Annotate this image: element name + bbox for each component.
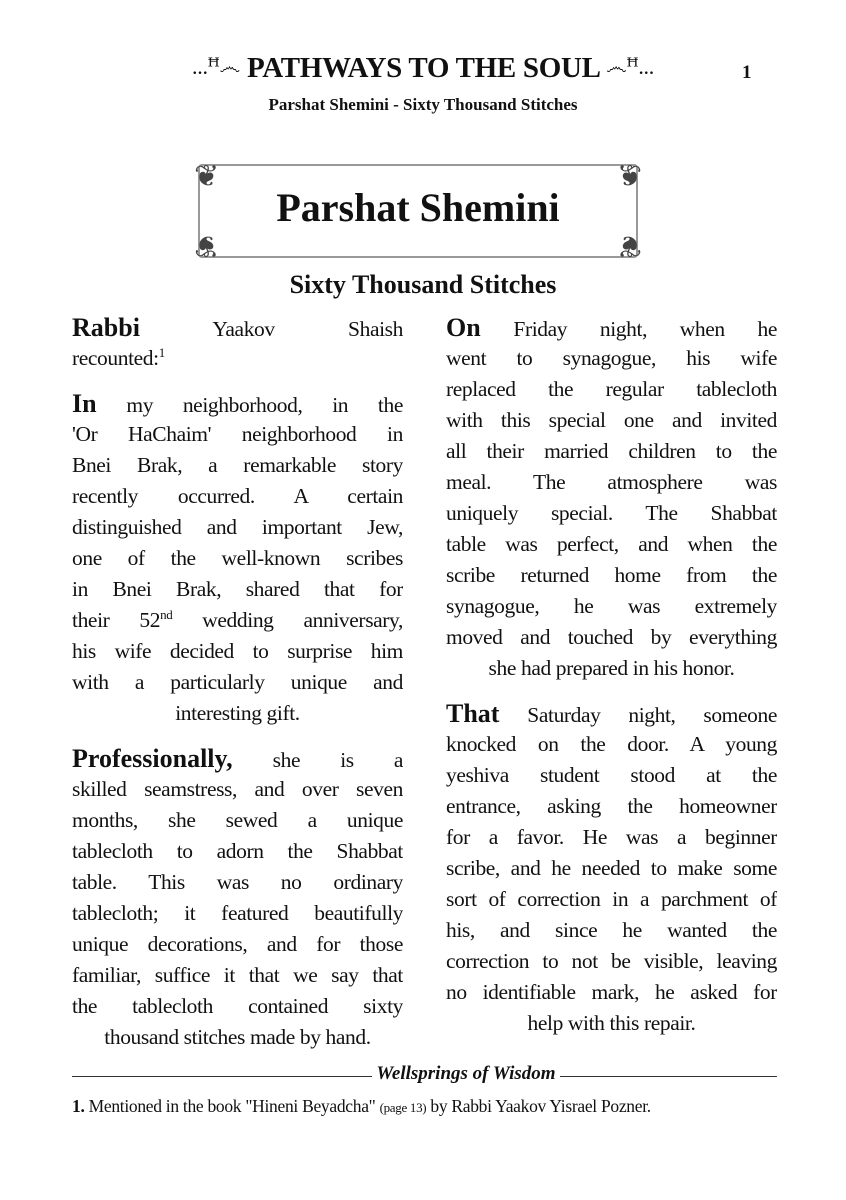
- text-line: with a particularly unique and: [72, 670, 403, 694]
- page-number: 1: [742, 62, 752, 83]
- footnote-number: 1.: [72, 1096, 85, 1116]
- text-line: synagogue, he was extremely: [446, 594, 777, 618]
- text-line: no identifiable mark, he asked for: [446, 980, 777, 1004]
- text-line: with this special one and invited: [446, 408, 777, 432]
- footnote: [72, 1096, 651, 1117]
- text-line: replaced the regular tablecloth: [446, 377, 777, 401]
- text-line: for a favor. He was a beginner: [446, 825, 777, 849]
- text-line: she had prepared in his honor.: [488, 656, 735, 680]
- text-line: interesting gift.: [175, 701, 300, 725]
- text-line: in Bnei Brak, shared that for: [72, 577, 403, 601]
- ornament-right-icon: ෴ꟸ...: [606, 54, 654, 79]
- text-line: recently occurred. A certain: [72, 484, 403, 508]
- page-subtitle: Parshat Shemini - Sixty Thousand Stitches: [268, 95, 578, 114]
- text-line: his, and since he wanted the: [446, 918, 777, 942]
- footnote-text-end: by Rabbi Yaakov Yisrael Pozner.: [426, 1096, 651, 1116]
- text-line: knocked on the door. A young: [446, 732, 777, 756]
- text-line: tablecloth to adorn the Shabbat: [72, 839, 403, 863]
- footer-divider-line: [72, 1076, 372, 1077]
- flourish-icon: ❦: [616, 229, 642, 262]
- footnote-text: Mentioned in the book "Hineni Beyadcha": [84, 1096, 380, 1116]
- lead-word: On: [446, 313, 481, 342]
- text-line: meal. The atmosphere was: [446, 470, 777, 494]
- ornament-left-icon: ...ꟸ෴: [192, 54, 240, 79]
- text-line: his wife decided to surprise him: [72, 639, 403, 663]
- text-line: That Saturday night, someone: [446, 699, 777, 728]
- text-column-right: [446, 312, 777, 1053]
- text-line: distinguished and important Jew,: [72, 515, 403, 539]
- text-line: Rabbi Yaakov Shaish: [72, 313, 403, 342]
- text-line: all their married children to the: [446, 439, 777, 463]
- text-line: uniquely special. The Shabbat: [446, 501, 777, 525]
- text-line: went to synagogue, his wife: [446, 346, 777, 370]
- text-line: tablecloth; it featured beautifully: [72, 901, 403, 925]
- chapter-title: Parshat Shemini: [276, 185, 560, 230]
- running-header: [0, 52, 846, 85]
- text-line: help with this repair.: [527, 1011, 696, 1035]
- lead-word: Professionally,: [72, 744, 233, 773]
- text-line: entrance, asking the homeowner: [446, 794, 777, 818]
- text-line: 'Or HaChaim' neighborhood in: [72, 422, 403, 446]
- text-line: skilled seamstress, and over seven: [72, 777, 403, 801]
- text-line: Professionally, she is a: [72, 744, 403, 773]
- footer-divider-label: Wellsprings of Wisdom: [372, 1063, 560, 1085]
- superscript: 1: [158, 344, 165, 360]
- text-line: unique decorations, and for those: [72, 932, 403, 956]
- text-line: recounted:$^1$: [72, 344, 165, 370]
- text-line: table. This was no ordinary: [72, 870, 403, 894]
- lead-word: In: [72, 389, 97, 418]
- flourish-icon: ❦: [616, 160, 642, 193]
- text-column-left: [72, 312, 403, 1067]
- text-line: thousand stitches made by hand.: [104, 1025, 371, 1049]
- text-line: the tablecloth contained sixty: [72, 994, 403, 1018]
- text-line: their 52nd wedding anniversary,: [72, 606, 403, 632]
- paragraph: [72, 388, 403, 729]
- lead-word: Rabbi: [72, 313, 140, 342]
- text-line: moved and touched by everything: [446, 625, 777, 649]
- text-line: yeshiva student stood at the: [446, 763, 777, 787]
- text-line: sort of correction in a parchment of: [446, 887, 777, 911]
- text-line: familiar, suffice it that we say that: [72, 963, 403, 987]
- footer-divider-line: [560, 1076, 777, 1077]
- paragraph: [446, 312, 777, 684]
- flourish-icon: ❦: [194, 229, 220, 262]
- paragraph: [72, 312, 403, 374]
- text-line: one of the well-known scribes: [72, 546, 403, 570]
- text-line: table was perfect, and when the: [446, 532, 777, 556]
- lead-word: That: [446, 699, 500, 728]
- footnote-page-ref: (page 13): [379, 1100, 427, 1115]
- text-line: Bnei Brak, a remarkable story: [72, 453, 403, 477]
- text-line: correction to not be visible, leaving: [446, 949, 777, 973]
- text-line: scribe, and he needed to make some: [446, 856, 777, 880]
- paragraph: [72, 743, 403, 1053]
- text-line: months, she sewed a unique: [72, 808, 403, 832]
- superscript: nd: [160, 606, 173, 622]
- flourish-icon: ❦: [194, 160, 220, 193]
- text-line: In my neighborhood, in the: [72, 389, 403, 418]
- text-line: On Friday night, when he: [446, 313, 777, 342]
- text-line: scribe returned home from the: [446, 563, 777, 587]
- story-title: Sixty Thousand Stitches: [289, 270, 557, 299]
- paragraph: [446, 698, 777, 1039]
- running-title: PATHWAYS TO THE SOUL: [246, 52, 600, 84]
